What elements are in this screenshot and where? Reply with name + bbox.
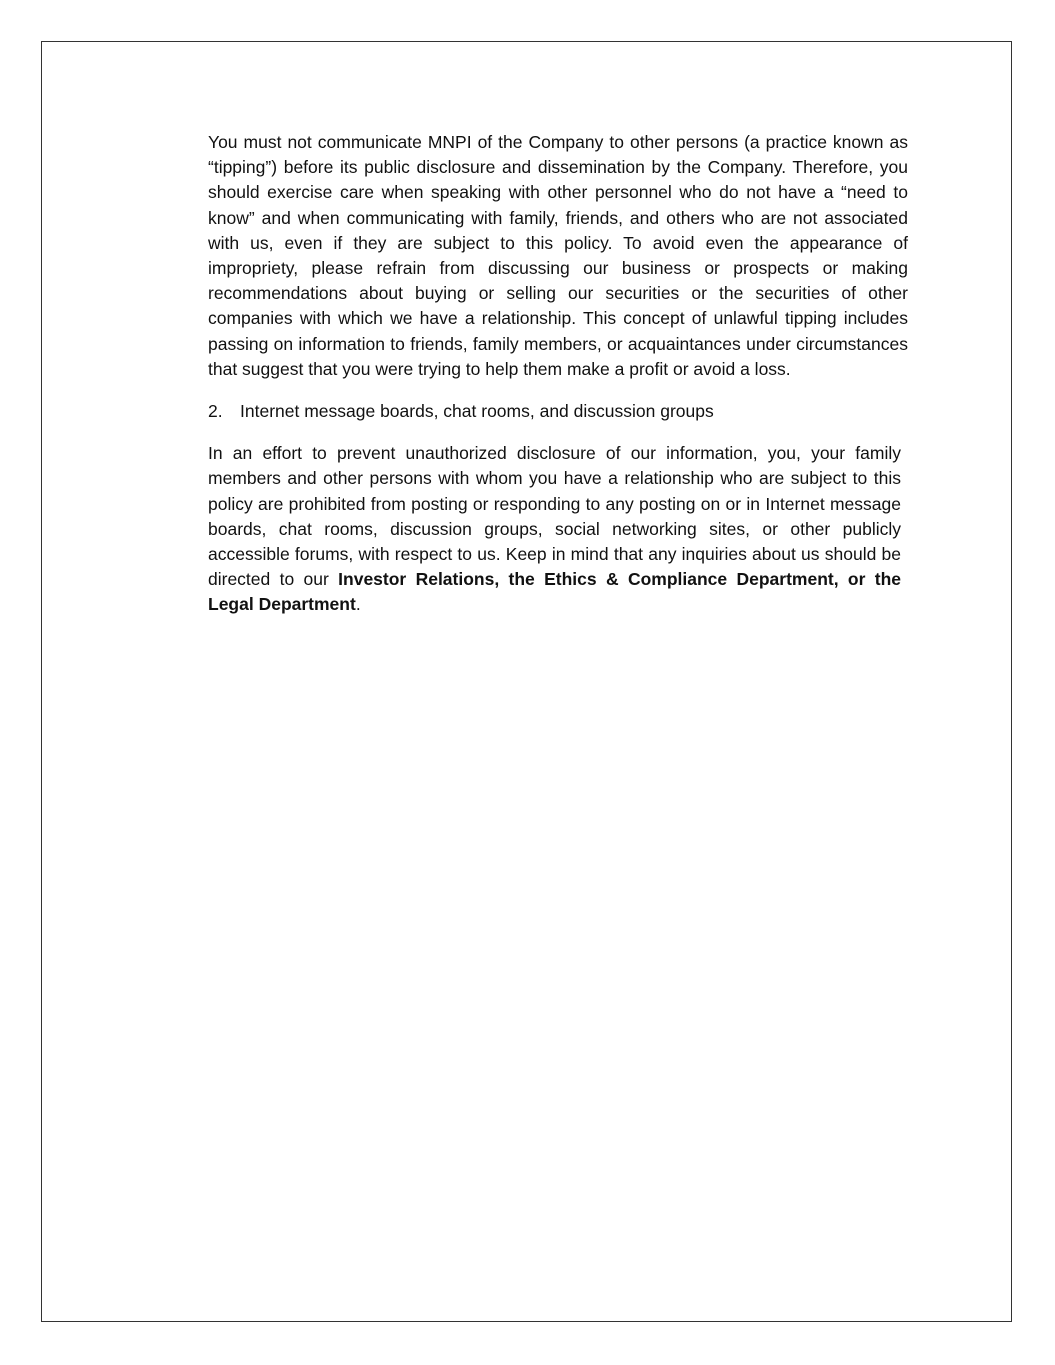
contact-departments: Investor Relations, the Ethics & Compliance Department, or the Legal Department <box>208 569 901 615</box>
paragraph-text: In an effort to prevent unauthorized disclosure of our information, you, your family members and other persons with whom you have a relationship who are subject to this policy are prohibited from posting or responding to any posting on or in Internet message boards, chat rooms, discussion groups, social networking sites, or other publicly accessible forums, with respect to us. Keep in mind that any inquiries about us should be directed to our <box>208 443 901 590</box>
list-item-internet-forums <box>208 399 908 424</box>
tipping-paragraph: You must not communicate MNPI of the Company to other persons (a practice known as “tipping”) before its public disclosure and dissemination by the Company. Therefore, you should exercise care when speaking with other personnel who do not have a “need to know” and when communicating with family, friends, and others who are not associated with us, even if they are subject to this policy. To avoid even the appearance of impropriety, please refrain from discussing our business or prospects or making recommendations about buying or selling our securities or the securities of other companies with which we have a relationship. This concept of unlawful tipping includes passing on information to friends, family members, or acquaintances under circumstances that suggest that you were trying to help them make a profit or avoid a loss. <box>208 132 908 379</box>
paragraph-end: . <box>355 594 361 615</box>
document-body <box>208 130 908 635</box>
internet-forums-paragraph <box>208 441 901 617</box>
list-number: 2. <box>208 401 223 422</box>
list-item-text: Internet message boards, chat rooms, and discussion groups <box>240 401 714 422</box>
